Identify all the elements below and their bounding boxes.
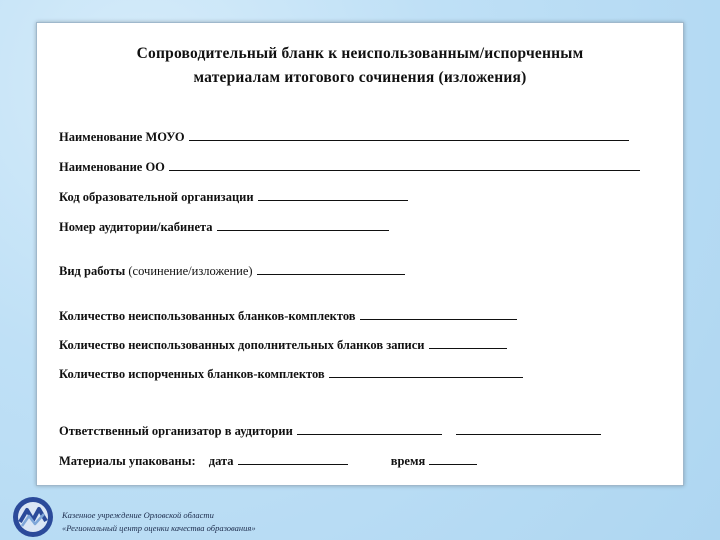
field-packed-label: Материалы упакованы: bbox=[59, 454, 196, 468]
field-work-type-line bbox=[257, 263, 405, 275]
field-time-line bbox=[429, 453, 477, 465]
field-unused-kits bbox=[59, 308, 517, 324]
field-work-type bbox=[59, 263, 405, 279]
field-unused-extra-label: Количество неиспользованных дополнительных бланков записи bbox=[59, 338, 425, 352]
form-sheet bbox=[36, 22, 684, 486]
field-room-line bbox=[217, 219, 389, 231]
organization-logo-icon bbox=[12, 496, 54, 538]
field-unused-extra-line bbox=[429, 337, 507, 349]
field-org-code bbox=[59, 189, 408, 205]
field-mouo-line bbox=[189, 129, 629, 141]
form-title-line-1: Сопроводительный бланк к неиспользованным/испорченным bbox=[136, 45, 584, 62]
footer-line-1: Казенное учреждение Орловской области bbox=[62, 510, 214, 520]
field-oo-line bbox=[169, 159, 640, 171]
field-oo bbox=[59, 159, 640, 175]
field-date-line bbox=[238, 453, 348, 465]
field-room-label: Номер аудитории/кабинета bbox=[59, 220, 213, 234]
field-unused-extra bbox=[59, 337, 507, 353]
field-room bbox=[59, 219, 389, 235]
form-title-line-2: материалам итогового сочинения (изложения) bbox=[193, 69, 527, 86]
field-time-label: время bbox=[390, 454, 426, 468]
field-org-code-label: Код образовательной организации bbox=[59, 190, 254, 204]
field-oo-label: Наименование ОО bbox=[59, 160, 165, 174]
field-responsible-label: Ответственный организатор в аудитории bbox=[59, 424, 293, 438]
field-mouo bbox=[59, 129, 629, 145]
field-work-type-note: (сочинение/изложение) bbox=[128, 264, 253, 278]
field-unused-kits-line bbox=[360, 308, 517, 320]
footer-organization bbox=[62, 509, 256, 535]
field-work-type-label: Вид работы bbox=[59, 264, 126, 278]
field-responsible bbox=[59, 423, 601, 439]
field-mouo-label: Наименование МОУО bbox=[59, 130, 185, 144]
field-packed bbox=[59, 453, 477, 469]
field-org-code-line bbox=[258, 189, 408, 201]
footer-line-2: «Региональный центр оценки качества образования» bbox=[62, 523, 256, 533]
field-responsible-line-2 bbox=[456, 423, 601, 435]
field-responsible-line-1 bbox=[297, 423, 442, 435]
field-spoiled-kits bbox=[59, 366, 523, 382]
field-date-label: дата bbox=[208, 454, 234, 468]
field-unused-kits-label: Количество неиспользованных бланков-комплектов bbox=[59, 309, 356, 323]
field-spoiled-kits-line bbox=[329, 366, 523, 378]
field-spoiled-kits-label: Количество испорченных бланков-комплектов bbox=[59, 367, 325, 381]
